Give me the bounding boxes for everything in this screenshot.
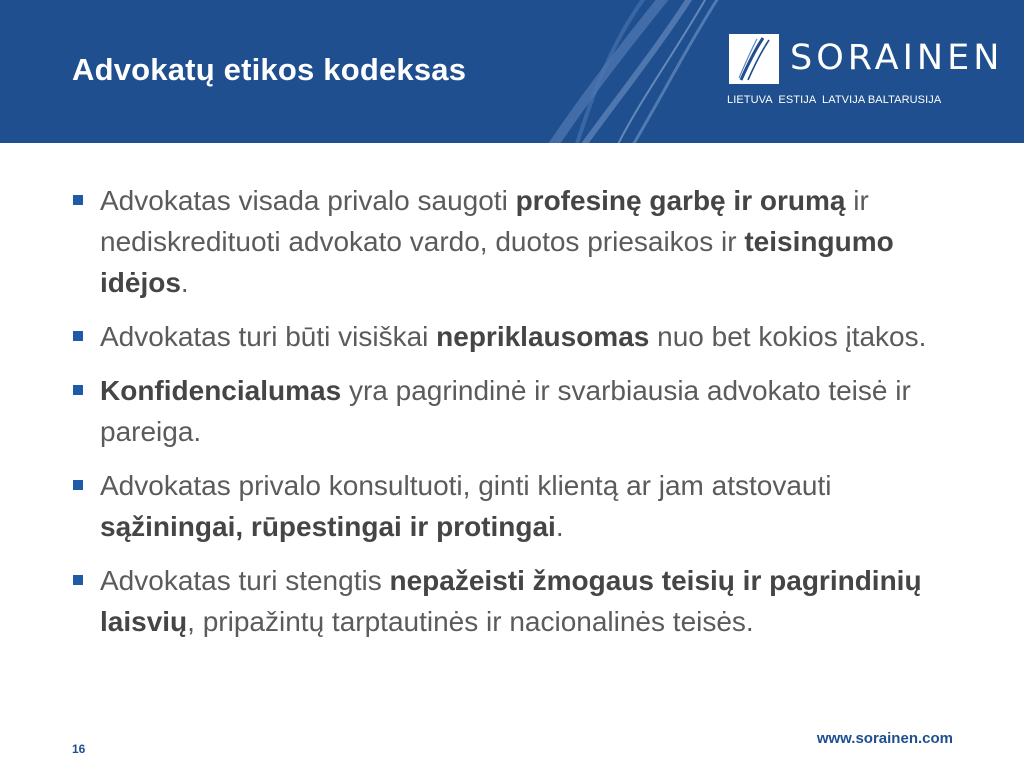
square-bullet-icon	[73, 480, 83, 490]
logo-mark	[729, 34, 779, 84]
list-item	[72, 465, 952, 547]
bullet-text-part: .	[555, 511, 564, 542]
bullet-text-part: nuo bet kokios įtakos.	[649, 321, 927, 352]
list-item	[72, 316, 952, 357]
slide-title: Advokatų etikos kodeksas	[72, 52, 467, 87]
decorative-swirl-graphic	[520, 0, 740, 143]
square-bullet-icon	[73, 331, 83, 341]
square-bullet-icon	[73, 575, 83, 585]
slide-number: 16	[72, 742, 86, 756]
bullet-text-part: , pripažintų tarptautinės ir nacionalinės teisės.	[187, 606, 754, 637]
bullet-emphasis: teisingumo idėjos	[100, 226, 894, 298]
slide-content	[72, 180, 952, 655]
bullet-text-part: Advokatas privalo konsultuoti, ginti klientą ar jam atstovauti	[100, 470, 832, 501]
bullet-emphasis: sąžiningai, rūpestingai ir protingai	[100, 511, 556, 542]
bullet-text-part: Advokatas visada privalo saugoti	[100, 185, 516, 216]
bullet-list	[72, 180, 952, 642]
square-bullet-icon	[73, 195, 83, 205]
header-band	[0, 0, 1024, 143]
logo-swirl-icon	[729, 34, 779, 84]
bullet-emphasis: Konfidencialumas	[100, 375, 342, 406]
bullet-text-part: Advokatas turi būti visiškai	[100, 321, 437, 352]
logo-wordmark: SORAINEN	[790, 38, 1004, 78]
sorainen-logo	[729, 34, 1004, 90]
bullet-text-part: Advokatas turi stengtis	[100, 565, 390, 596]
bullet-text-part: yra pagrindinė ir svarbiausia advokato teisė ir pareiga.	[100, 375, 911, 447]
bullet-emphasis: nepažeisti žmogaus teisių ir pagrindinių laisvių	[100, 565, 922, 637]
bullet-text-part: ir nediskredituoti advokato vardo, duotos priesaikos ir	[100, 185, 869, 257]
bullet-emphasis: profesinę garbę ir orumą	[515, 185, 846, 216]
bullet-emphasis: nepriklausomas	[436, 321, 650, 352]
footer-website-link[interactable]: www.sorainen.com	[816, 730, 953, 747]
country-tagline: LIETUVA ESTIJA LATVIJA BALTARUSIJA	[727, 94, 942, 106]
bullet-text-part: .	[180, 267, 189, 298]
square-bullet-icon	[73, 385, 83, 395]
list-item	[72, 180, 952, 303]
list-item	[72, 370, 952, 452]
list-item	[72, 560, 952, 642]
